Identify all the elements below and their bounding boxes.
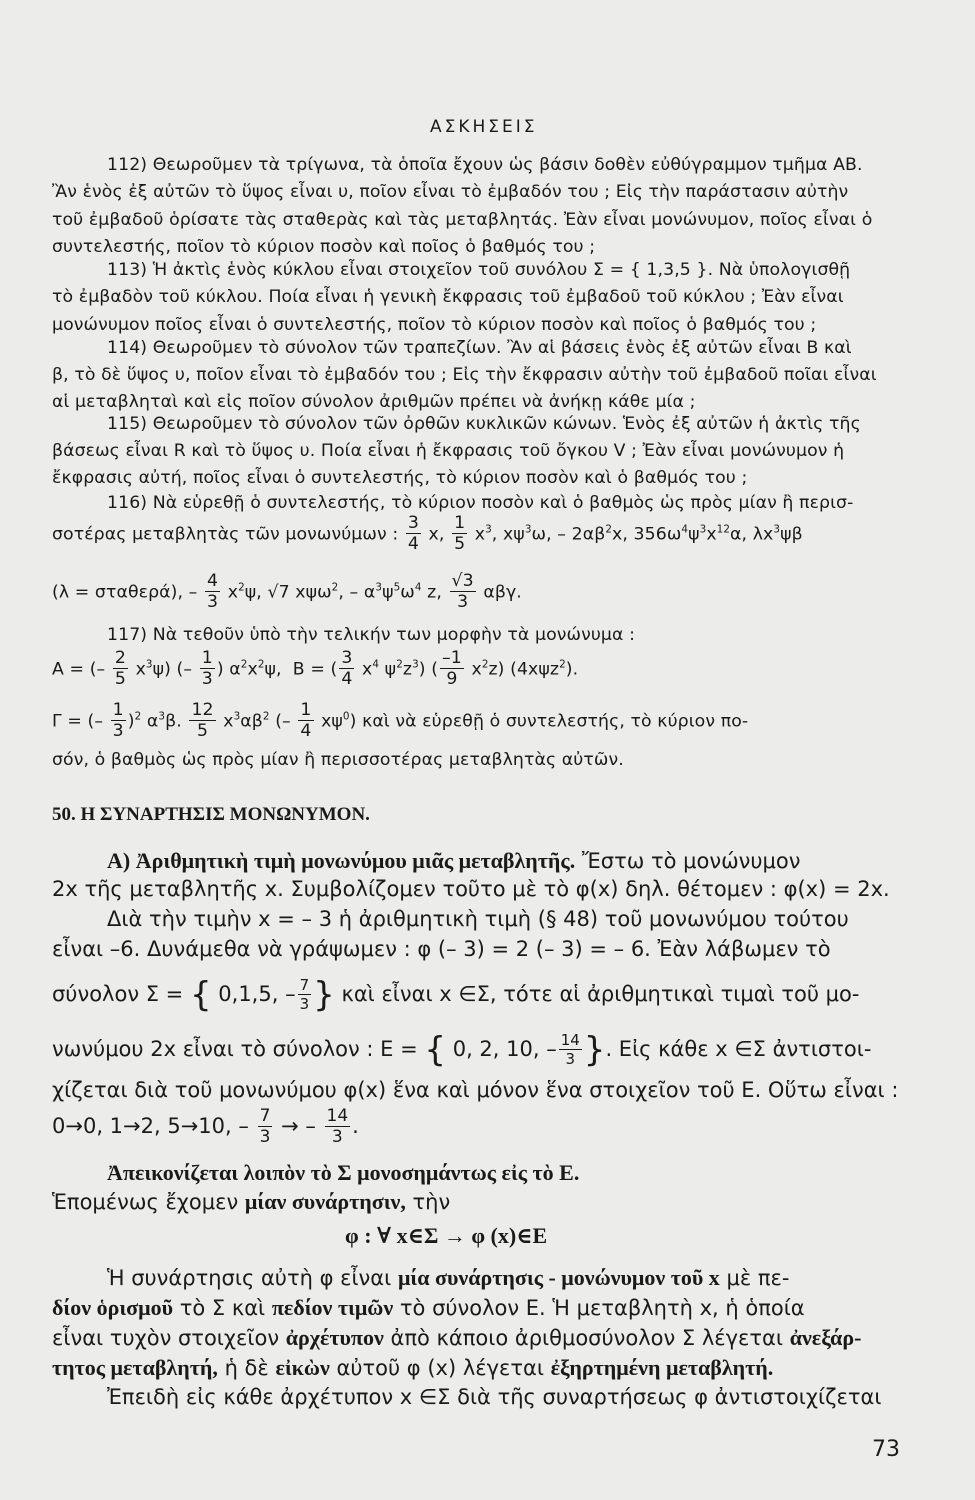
- bold-term: εἰκὼν: [275, 1355, 330, 1380]
- exercise-text: καὶ νὰ εὑρεθῇ ὁ συντελεστής, τὸ κύριον πο-: [362, 711, 749, 732]
- subsection-heading: Α) Ἀριθμητικὴ τιμὴ μονωνύμου μιᾶς μεταβλητῆς.: [107, 848, 576, 873]
- bold-term: μίαν συνάρτησιν,: [244, 1189, 406, 1214]
- page-number: 73: [872, 1437, 900, 1462]
- body-line: [52, 1189, 450, 1215]
- function-formula: φ : ∀ x∈Σ → φ (x)∈E: [345, 1223, 548, 1248]
- bold-term: μία συνάρτησις - μονώνυμον τοῦ x: [397, 1265, 720, 1290]
- mapping-text: 0→0, 1→2, 5→10,: [52, 1114, 232, 1138]
- body-text: εἶναι τυχὸν στοιχεῖον: [52, 1326, 280, 1350]
- bold-term: ἐξηρτημένη μεταβλητή.: [550, 1355, 774, 1380]
- body-line: Διὰ τὴν τιμὴν x = – 3 ἡ ἀριθμητικὴ τιμὴ (§ 48) τοῦ μονωνύμου τούτου: [107, 907, 849, 931]
- page-title: ΑΣΚΗΣΕΙΣ: [430, 117, 538, 137]
- body-line-set-sigma: σύνολον Σ = { 0,1,5, – $\frac{7}{3}$ } καὶ εἶναι x ∈Σ, τότε αἱ ἀριθμητικαὶ τιμαὶ τοῦ μο-: [52, 975, 860, 1015]
- body-text: σύνολον Σ =: [52, 982, 184, 1006]
- exercise-text-line: 114) Θεωροῦμεν τὸ σύνολον τῶν τραπεζίων. Ἂν αἱ βάσεις ἑνὸς ἐξ αὐτῶν εἶναι Β καὶ: [107, 338, 852, 358]
- body-line-mapping: 0→0, 1→2, 5→10, – $\frac{7}{3}$ → – $\frac{14}{3}$ .: [52, 1106, 359, 1147]
- exercise-116-monomials-cont: (λ = σταθερά), – $\frac{4}{3}$ $x^2\psi$, √7 xψω$^2$, – $\alpha^3\psi^5\omega^4$ z, $\frac{√3}{3}$ αβγ.: [52, 571, 522, 613]
- exercise-text-line: 115) Θεωροῦμεν τὸ σύνολον τῶν ὀρθῶν κυκλικῶν κώνων. Ἑνὸς ἐξ αὐτῶν ἡ ἀκτὶς τῆς: [107, 414, 861, 434]
- body-line-set-e: νωνύμου 2x εἶναι τὸ σύνολον : Ε = { 0, 2, 10, – $\frac{14}{3}$ }. Εἰς κάθε x ∈Σ ἀντιστοι-: [52, 1030, 872, 1070]
- body-text: Εἰς κάθε x ∈Σ ἀντιστοι-: [618, 1037, 872, 1061]
- body-text: τὴν: [412, 1190, 451, 1214]
- body-text: Ἔστω τὸ μονώνυμον: [581, 849, 801, 873]
- body-text: καὶ εἶναι x ∈Σ, τότε αἱ ἀριθμητικαὶ τιμαὶ τοῦ μο-: [341, 982, 860, 1006]
- body-text: τὸ σύνολον Ε. Ἡ μεταβλητὴ x, ἡ ὁποία: [399, 1296, 805, 1320]
- exercise-text: (λ = σταθερά),: [52, 582, 184, 603]
- exercise-text-line: συντελεστής, ποῖον τὸ κύριον ποσὸν καὶ ποῖος ὁ βαθμός του ;: [52, 237, 596, 257]
- section-heading: 50. Η ΣΥΝΑΡΤΗΣΙΣ ΜΟΝΩΝΥΜΟΝ.: [52, 804, 370, 825]
- body-text: νωνύμου 2x εἶναι τὸ σύνολον : Ε =: [52, 1037, 418, 1061]
- exercise-116-monomials: σοτέρας μεταβλητὰς τῶν μονωνύμων : $\frac{3}{4}$ x, $\frac{1}{5}$ $x^3$, $x\psi^3\omega$, – $2\alpha\beta^2x$, $356\omega^4\psi^3x^{12}\alpha$, $\lambda x^3\psi\beta$: [52, 513, 803, 555]
- bold-statement: Ἀπεικονίζεται λοιπὸν τὸ Σ μονοσημάντως εἰς τὸ Ε.: [107, 1160, 580, 1185]
- exercise-117-formula-gamma: Γ = (– $\frac{1}{3}$ )$^2$ $\alpha^3\beta$. $\frac{12}{5}$ $x^3\alpha\beta^2$ (– $\frac{1}{4}$ $x\psi^0$) καὶ νὰ εὑρεθῇ ὁ συντελεστής, τὸ κύριον πο-: [52, 700, 749, 742]
- body-line: [107, 1265, 789, 1291]
- exercise-text-line: βάσεως εἶναι R καὶ τὸ ὕψος υ. Ποία εἶναι ἡ ἔκφρασις τοῦ ὄγκου V ; Ἐὰν εἶναι μονώνυμον ἡ: [52, 441, 845, 461]
- body-line: εἶναι –6. Δυνάμεθα νὰ γράψωμεν : φ (– 3) = 2 (– 3) = – 6. Ἐὰν λάβωμεν τὸ: [52, 937, 831, 961]
- exercise-text-line: τοῦ ἐμβαδοῦ ὁρίσατε τὰς σταθερὰς καὶ τὰς μεταβλητάς. Ἐὰν εἶναι μονώνυμον, ποῖος εἶναι ὁ: [52, 210, 873, 230]
- body-text: μὲ πε-: [726, 1266, 790, 1290]
- bold-term: ἀνεξάρ-: [789, 1325, 862, 1350]
- set-sigma: 0,1,5, –: [218, 982, 296, 1006]
- bold-term: δίον ὁρισμοῦ: [52, 1295, 174, 1320]
- exercise-text-line: τὸ ἐμβαδὸν τοῦ κύκλου. Ποία εἶναι ἡ γενικὴ ἔκφρασις τοῦ ἐμβαδοῦ τοῦ κύκλου ; Ἐὰν εἶναι: [52, 287, 844, 307]
- exercise-text-line: 117) Νὰ τεθοῦν ὑπὸ τὴν τελικήν των μορφὴν τὰ μονώνυμα :: [107, 625, 636, 645]
- set-e: 0, 2, 10, –: [452, 1037, 557, 1061]
- body-text: Ἑπομένως ἔχομεν: [52, 1190, 239, 1214]
- body-line: [52, 1325, 861, 1351]
- body-line: Ἐπειδὴ εἰς κάθε ἀρχέτυπον x ∈Σ διὰ τῆς συναρτήσεως φ ἀντιστοιχίζεται: [107, 1385, 882, 1409]
- body-text: αὐτοῦ φ (x) λέγεται: [336, 1356, 544, 1380]
- exercise-text-line: 116) Νὰ εὑρεθῇ ὁ συντελεστής, τὸ κύριον ποσὸν καὶ ὁ βαθμὸς ὡς πρὸς μίαν ἢ περισ-: [107, 493, 854, 513]
- exercise-text-line: ἔκφρασις αὐτή, ποῖος εἶναι ὁ συντελεστής, τὸ κύριον ποσὸν καὶ ὁ βαθμός του ;: [52, 468, 748, 488]
- body-line: [52, 1295, 805, 1321]
- body-line: 2x τῆς μεταβλητῆς x. Συμβολίζομεν τοῦτο μὲ τὸ φ(x) δηλ. θέτομεν : φ(x) = 2x.: [52, 877, 890, 901]
- exercise-text-line: αἱ μεταβληταὶ καὶ εἰς ποῖον σύνολον ἀριθμῶν πρέπει νὰ ἀνήκῃ κάθε μία ;: [52, 392, 696, 412]
- body-text: Ἡ συνάρτησις αὐτὴ φ εἶναι: [107, 1266, 392, 1290]
- body-text: ἡ δὲ: [224, 1356, 269, 1380]
- body-text: ἀπὸ κάποιο ἀριθμοσύνολον Σ λέγεται: [390, 1326, 783, 1350]
- exercise-text-line: β, τὸ δὲ ὕψος υ, ποῖον εἶναι τὸ ἐμβαδόν του ; Εἰς τὴν ἔκφρασιν αὐτὴν τοῦ ἐμβαδοῦ ποῖαι εἶναι: [52, 365, 877, 385]
- exercise-text: σοτέρας μεταβλητὰς τῶν μονωνύμων :: [52, 524, 399, 545]
- exercise-text-line: Ἂν ἑνὸς ἐξ αὐτῶν τὸ ὕψος εἶναι υ, ποῖον εἶναι τὸ ἐμβαδόν του ; Εἰς τὴν παράστασιν αὐτὴν: [52, 182, 849, 202]
- bold-term: τητος μεταβλητή,: [52, 1355, 218, 1380]
- body-text: τὸ Σ καὶ: [179, 1296, 266, 1320]
- bold-term: πεδίον τιμῶν: [271, 1295, 394, 1320]
- exercise-text-line: 112) Θεωροῦμεν τὰ τρίγωνα, τὰ ὁποῖα ἔχουν ὡς βάσιν δοθὲν εὐθύγραμμον τμῆμα ΑΒ.: [107, 155, 863, 175]
- body-line: [52, 1355, 773, 1381]
- exercise-text-line: σόν, ὁ βαθμὸς ὡς πρὸς μίαν ἢ περισσοτέρας μεταβλητὰς αὐτῶν.: [52, 750, 624, 770]
- exercise-117-formula-ab: A = (– $\frac{2}{5}$ $x^3\psi$) (– $\frac{1}{3}$ ) $\alpha^2x^2\psi$, B = ( $\frac{3}{4}$ $x^4$ $\psi^2z^3$) ( $\frac{-1}{9}$ $x^2z$) (4xψz$^2$).: [52, 648, 579, 690]
- exercise-text-line: 113) Ἡ ἀκτὶς ἑνὸς κύκλου εἶναι στοιχεῖον τοῦ συνόλου Σ = { 1,3,5 }. Νὰ ὑπολογισθῇ: [107, 260, 851, 280]
- body-line: [107, 848, 801, 874]
- body-line: χίζεται διὰ τοῦ μονωνύμου φ(x) ἕνα καὶ μόνον ἕνα στοιχεῖον τοῦ Ε. Οὕτω εἶναι :: [52, 1078, 899, 1102]
- exercise-text-line: μονώνυμον ποῖος εἶναι ὁ συντελεστής, ποῖον τὸ κύριον ποσὸν καὶ ποῖος ὁ βαθμός του ;: [52, 315, 817, 335]
- bold-term: ἀρχέτυπον: [285, 1325, 384, 1350]
